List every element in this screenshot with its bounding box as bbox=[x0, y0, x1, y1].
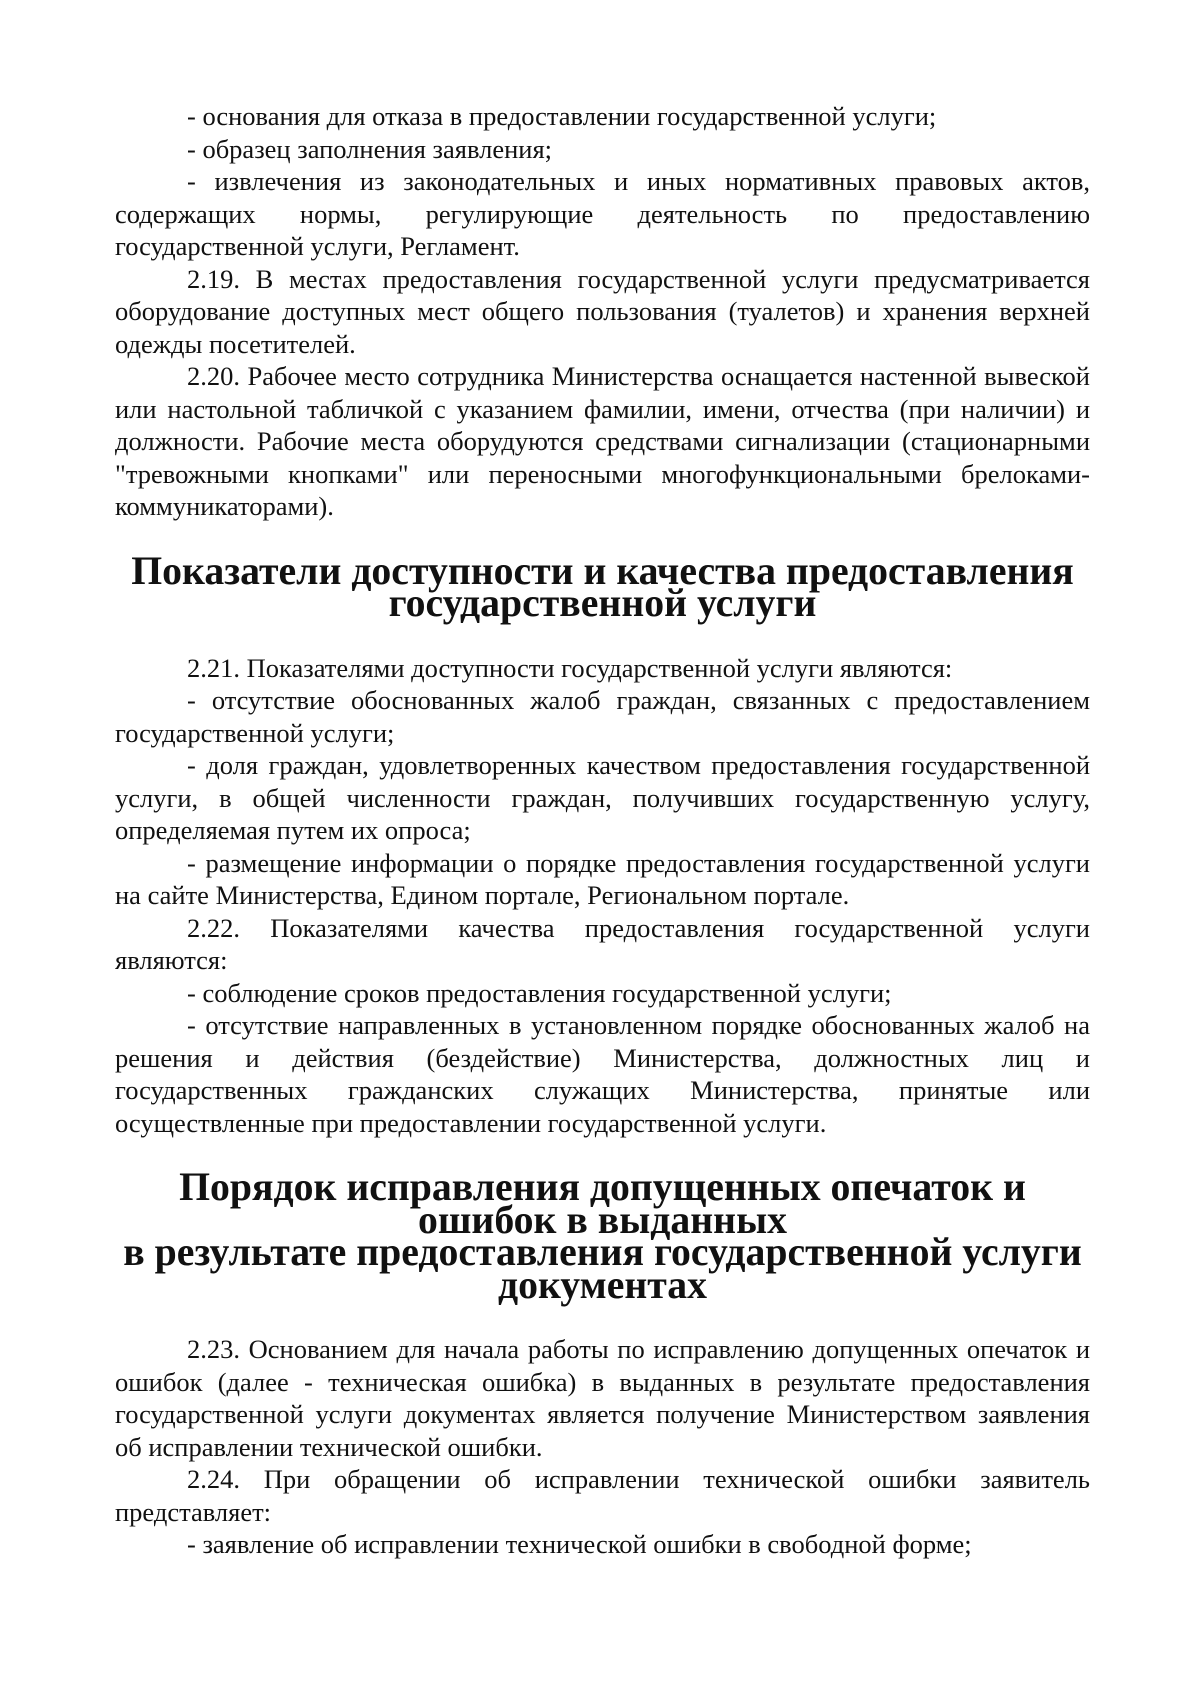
paragraph-info-placement: - размещение информации о порядке предоставления государственной услуги на сайте Министерства, Едином портале, Региональном портале. bbox=[115, 847, 1090, 910]
paragraph-legal-extracts: - извлечения из законодательных и иных нормативных правовых актов, содержащих нормы, регулирующие деятельность по предоставлению государственной услуги, Регламент. bbox=[115, 166, 1090, 261]
paragraph-2-20: 2.20. Рабочее место сотрудника Министерства оснащается настенной вывеской или настольной табличкой с указанием фамилии, имени, отчества (при наличии) и должности. Рабочие места оборудуются средствами сигнализации (стационарными "тревожными кнопками" или переносными многофункциональными брелоками-коммуникаторами). bbox=[115, 361, 1090, 521]
paragraph-2-23: 2.23. Основанием для начала работы по исправлению допущенных опечаток и ошибок (далее - техническая ошибка) в выданных в результате предоставления государственной услуги документах является получение Министерством заявления об исправлении технической ошибки. bbox=[115, 1334, 1090, 1462]
heading-line: Порядок исправления допущенных опечаток и ошибок в выданных bbox=[179, 1165, 1026, 1242]
paragraph-2-24: 2.24. При обращении об исправлении технической ошибки заявитель представляет: bbox=[115, 1464, 1090, 1527]
paragraph-2-22: 2.22. Показателями качества предоставления государственной услуги являются: bbox=[115, 912, 1090, 975]
paragraph-free-form-application: - заявление об исправлении технической ошибки в свободной форме; bbox=[187, 1529, 972, 1559]
paragraph-application-sample: - образец заполнения заявления; bbox=[187, 133, 553, 164]
heading-line: государственной услуги bbox=[388, 581, 817, 625]
section-heading-error-correction bbox=[115, 1165, 1090, 1307]
paragraph-no-directed-complaints: - отсутствие направленных в установленном порядке обоснованных жалоб на решения и действия (бездействие) Министерства, должностных лиц и государственных гражданских служащих Министерства, принятые или осуществленные при предоставлении государственной услуги. bbox=[115, 1010, 1090, 1138]
paragraph-2-19: 2.19. В местах предоставления государственной услуги предусматривается оборудование доступных мест общего пользования (туалетов) и хранения верхней одежды посетителей. bbox=[115, 263, 1090, 359]
paragraph-2-21: 2.21. Показателями доступности государственной услуги являются: bbox=[187, 652, 953, 683]
paragraph-no-complaints: - отсутствие обоснованных жалоб граждан, связанных с предоставлением государственной услуги; bbox=[115, 685, 1090, 748]
paragraph-deadlines: - соблюдение сроков предоставления государственной услуги; bbox=[187, 977, 892, 1008]
paragraph-refusal-grounds: - основания для отказа в предоставлении государственной услуги; bbox=[187, 101, 937, 131]
paragraph-satisfied-share: - доля граждан, удовлетворенных качеством предоставления государственной услуги, в общей численности граждан, получивших государственную услугу, определяемая путем их опроса; bbox=[115, 750, 1090, 845]
heading-line: документах bbox=[497, 1262, 708, 1307]
section-heading-availability-quality bbox=[115, 548, 1090, 625]
heading-line: в результате предоставления государственной услуги bbox=[123, 1230, 1082, 1274]
document-page bbox=[115, 100, 1090, 1561]
heading-line: Показатели доступности и качества предоставления bbox=[131, 548, 1074, 593]
